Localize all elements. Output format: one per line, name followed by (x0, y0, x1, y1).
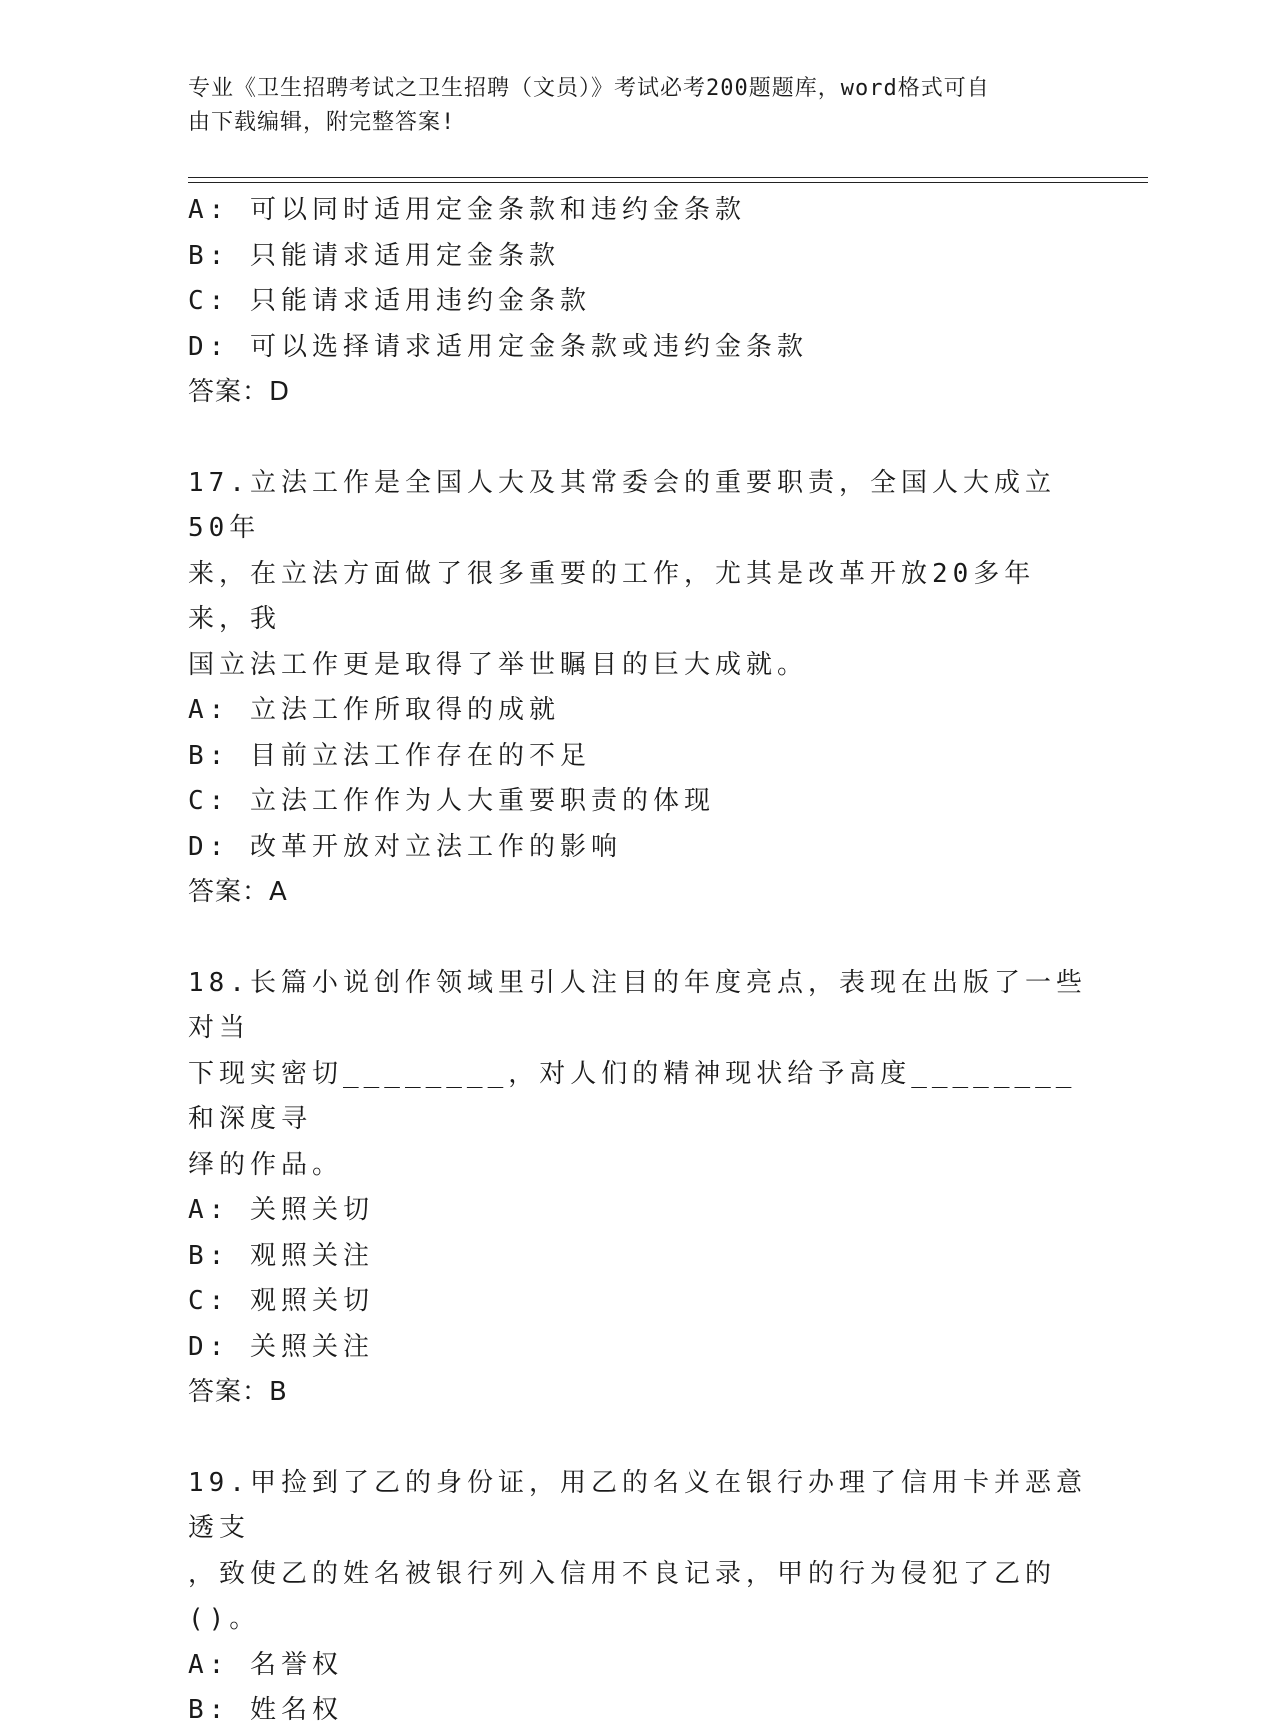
question-spacer (188, 916, 1088, 961)
answer-line: 答案：D (188, 377, 291, 407)
header-title-line-2: 由下载编辑，附完整答案! (188, 110, 456, 135)
question-spacer (188, 1416, 1088, 1461)
option-d: D: 改革开放对立法工作的影响 (188, 831, 622, 862)
question-19 (188, 1461, 1088, 1734)
question-stem-line: 17.立法工作是全国人大及其常委会的重要职责，全国人大成立50年 (188, 467, 1056, 543)
option-a: A: 名誉权 (188, 1649, 343, 1680)
question-17 (188, 461, 1088, 916)
header-title-line-1: 专业《卫生招聘考试之卫生招聘（文员）》考试必考200题题库，word格式可自 (188, 76, 990, 101)
question-stem-line: 下现实密切________，对人们的精神现状给予高度________和深度寻 (188, 1058, 1077, 1134)
question-stem-line: ，致使乙的姓名被银行列入信用不良记录，甲的行为侵犯了乙的()。 (188, 1558, 1057, 1634)
question-stem-line: 国立法工作更是取得了举世瞩目的巨大成就。 (188, 649, 809, 680)
question-stem-line: 19.甲捡到了乙的身份证，用乙的名义在银行办理了信用卡并恶意透支 (188, 1467, 1087, 1543)
document-header (188, 72, 1068, 140)
option-a: A: 可以同时适用定金条款和违约金条款 (188, 195, 746, 225)
question-18 (188, 961, 1088, 1416)
question-16 (188, 188, 1088, 416)
option-b: B: 目前立法工作存在的不足 (188, 740, 591, 771)
option-b: B: 只能请求适用定金条款 (188, 240, 560, 271)
option-c: C: 立法工作作为人大重要职责的体现 (188, 786, 715, 816)
question-stem-line: 绎的作品。 (188, 1149, 344, 1180)
question-list (188, 188, 1088, 1734)
option-a: A: 立法工作所取得的成就 (188, 695, 560, 725)
option-d: D: 可以选择请求适用定金条款或违约金条款 (188, 331, 808, 362)
option-c: C: 观照关切 (188, 1286, 374, 1316)
header-divider (188, 177, 1148, 183)
answer-line: 答案：B (188, 1377, 288, 1407)
option-c: C: 只能请求适用违约金条款 (188, 286, 591, 316)
answer-line: 答案：A (188, 877, 288, 907)
option-b: B: 观照关注 (188, 1240, 374, 1271)
option-d: D: 关照关注 (188, 1331, 374, 1362)
question-spacer (188, 416, 1088, 461)
question-stem-line: 来，在立法方面做了很多重要的工作，尤其是改革开放20多年来，我 (188, 558, 1036, 634)
option-a: A: 关照关切 (188, 1195, 374, 1225)
option-b: B: 姓名权 (188, 1695, 343, 1725)
question-stem-line: 18.长篇小说创作领域里引人注目的年度亮点，表现在出版了一些对当 (188, 967, 1087, 1043)
